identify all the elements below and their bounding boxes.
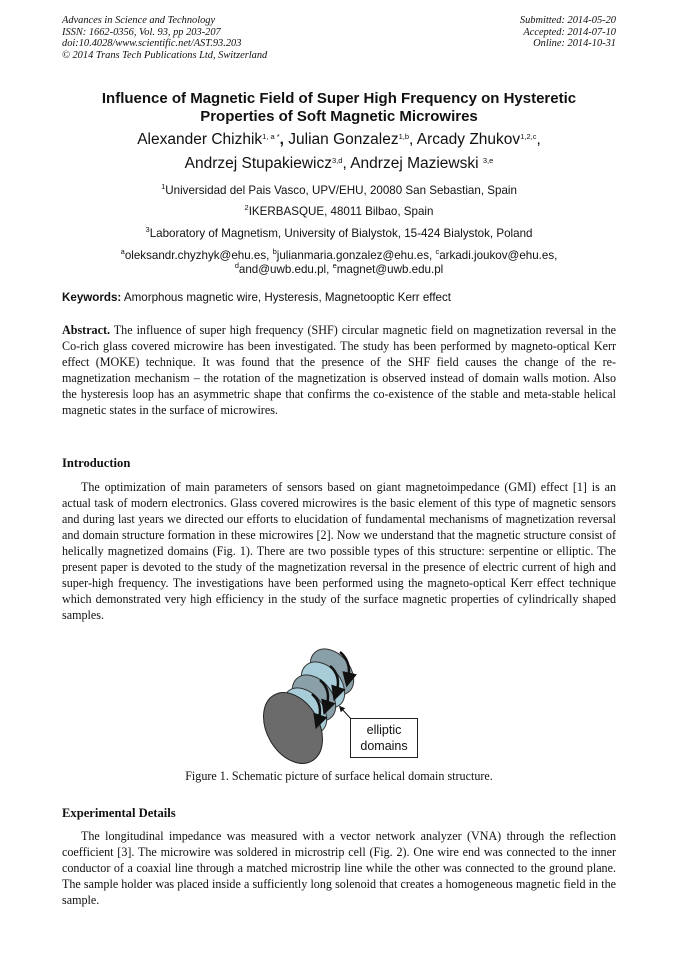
emails-line-2	[62, 263, 616, 277]
affiliation-text: Laboratory of Magnetism, University of Bialystok, 15-424 Bialystok, Poland	[149, 227, 533, 240]
figure-label-box	[350, 718, 418, 758]
author-affiliation-mark: 1, a *	[262, 132, 280, 141]
introduction-heading: Introduction	[62, 456, 131, 470]
email-link[interactable]: arkadi.joukov@ehu.es,	[439, 249, 558, 262]
introduction-text: The optimization of main parameters of sensors based on giant magnetoimpedance (GMI) effect [1] is an actual task of modern electronics. Glass covered microwires is the basic element of this type of magnetic sensors and during last years we directed our efforts to elucidation of fundamental mechanisms of magnetization reversal and domain structure formation in these microwires [2]. Now we understand that the magnetic structure consist of helically magnetized domains (Fig. 1). There are two possible types of this structure: serpentine or elliptic. The present paper is devoted to the study of the magnetization reversal in the presence of electric current of high and super-high frequency. The investigations have been performed using the magneto-optical Kerr effect technique which demonstrated very high efficiency in the study of the surface magnetic properties of cylindrically shaped samples.	[62, 480, 616, 622]
figure-label-line-1: elliptic	[366, 723, 402, 737]
author-name: Arcady Zhukov	[416, 131, 521, 148]
author-affiliation-mark: 3,d	[332, 156, 343, 165]
affiliation-text: IKERBASQUE, 48011 Bilbao, Spain	[248, 205, 434, 218]
affiliation-text: Universidad del Pais Vasco, UPV/EHU, 20080 San Sebastian, Spain	[165, 184, 517, 197]
journal-header	[62, 15, 267, 61]
journal-doi: doi:10.4028/www.scientific.net/AST.93.203	[62, 38, 242, 50]
title-line-1: Influence of Magnetic Field of Super High Frequency on Hysteretic	[101, 90, 577, 107]
experimental-text: The longitudinal impedance was measured with a vector network analyzer (VNA) through the reflection coefficient [3]. The microwire was soldered in microstrip cell (Fig. 2). One wire end was connected to the inner conductor of a coaxial line through a matched microstrip line while the other was connected to the ground plane. The sample holder was placed inside a sufficiently long solenoid that creates a homogeneous magnetic field in the sample.	[62, 829, 616, 907]
author-list	[62, 128, 616, 176]
email-link[interactable]: and@uwb.edu.pl,	[238, 263, 330, 276]
author-name: Andrzej Maziewski	[350, 155, 479, 172]
author-affiliation-mark: 1,2,c	[520, 132, 537, 141]
journal-name: Advances in Science and Technology	[62, 15, 216, 26]
dates-header	[520, 15, 616, 50]
author-name: Julian Gonzalez	[288, 131, 399, 148]
email-link[interactable]: julianmaria.gonzalez@ehu.es,	[276, 249, 433, 262]
keywords	[62, 291, 616, 304]
email-mark: a	[120, 247, 125, 256]
email-link[interactable]: oleksandr.chyzhyk@ehu.es,	[124, 249, 270, 262]
affiliation-2	[62, 205, 616, 219]
affiliation-mark: 3	[145, 225, 150, 234]
online-date: Online: 2014-10-31	[533, 38, 616, 50]
keywords-label: Keywords:	[62, 291, 122, 304]
figure-caption: Figure 1. Schematic picture of surface helical domain structure.	[185, 769, 493, 783]
email-list	[62, 249, 616, 277]
abstract-text: The influence of super high frequency (SHF) circular magnetic field on magnetization reversal in the Co-rich glass covered microwire has been investigated. The study has been performed by magneto-optical Kerr effect (MOKE) technique. It was found that the presence of the SHF field causes the change of the re-magnetization mechanism – the rotation of the magnetization is observed instead of domain walls motion. Also the hysteresis loop has an asymmetric shape that confirms the co-existence of the stable and meta-stable helical magnetic states in the surface of microwires.	[62, 323, 616, 417]
accepted-date: Accepted: 2014-07-10	[523, 26, 616, 38]
title-line-2: Properties of Soft Magnetic Microwires	[200, 108, 478, 125]
author-name: Alexander Chizhik	[137, 131, 263, 148]
email-link[interactable]: magnet@uwb.edu.pl	[336, 263, 444, 276]
author-name: Andrzej Stupakiewicz	[184, 155, 332, 172]
experimental-heading: Experimental Details	[62, 806, 176, 820]
journal-issn: ISSN: 1662-0356, Vol. 93, pp 203-207	[62, 26, 221, 38]
authors-line-1: Alexander Chizhik$^{1, a *}$, Julian Gonzalez$^{1,b}$, Arcady Zhukov$^{1,2,c}$,	[137, 131, 541, 148]
author-affiliation-mark: 1,b	[398, 132, 410, 141]
email-mark: e	[332, 261, 337, 270]
abstract	[62, 322, 616, 418]
paper-title	[62, 90, 616, 126]
journal-copyright: © 2014 Trans Tech Publications Ltd, Switzerland	[62, 49, 268, 61]
abstract-label: Abstract.	[62, 323, 111, 337]
emails-line-1	[62, 249, 616, 263]
authors-line-2: Andrzej Stupakiewicz$^{3,d}$, Andrzej Maziewski $^{3,e}$	[184, 155, 494, 172]
affiliation-1	[62, 184, 616, 198]
email-mark: b	[272, 247, 277, 256]
email-mark: c	[435, 247, 440, 256]
email-mark: d	[234, 261, 239, 270]
affiliation-mark: 1	[161, 182, 166, 191]
affiliation-mark: 2	[244, 203, 249, 212]
affiliation-3	[62, 227, 616, 241]
figure-label-line-2: domains	[360, 739, 408, 753]
keywords-text: Amorphous magnetic wire, Hysteresis, Magnetooptic Kerr effect	[123, 291, 452, 304]
submitted-date: Submitted: 2014-05-20	[519, 15, 616, 26]
author-affiliation-mark: 3,e	[482, 156, 494, 165]
